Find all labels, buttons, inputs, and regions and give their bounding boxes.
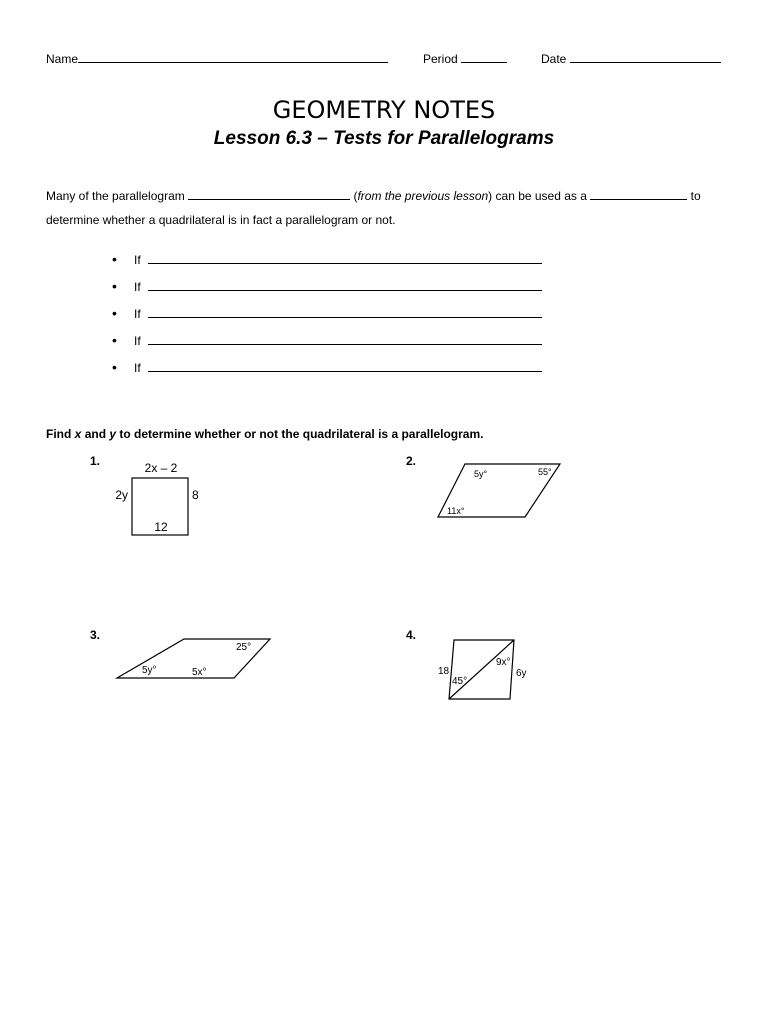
angle-label-bottom-left: 5y° bbox=[142, 665, 157, 676]
label-bottom: 12 bbox=[154, 520, 168, 534]
instruction-var-y: y bbox=[109, 427, 117, 441]
bullet-dot-icon: • bbox=[112, 332, 117, 348]
page-title: GEOMETRY NOTES bbox=[272, 96, 496, 124]
bullet-blank[interactable] bbox=[148, 277, 542, 291]
intro-line-1 bbox=[46, 186, 701, 203]
intro-text-1: Many of the parallelogram bbox=[46, 189, 185, 203]
bullet-item bbox=[112, 331, 542, 347]
label-left: 2y bbox=[115, 488, 128, 502]
bullet-label: If bbox=[134, 253, 141, 267]
bullet-label: If bbox=[134, 334, 141, 348]
problem-number: 4. bbox=[406, 628, 417, 642]
bullet-dot-icon: • bbox=[112, 359, 117, 375]
name-field bbox=[46, 49, 388, 66]
problem-number: 3. bbox=[90, 628, 101, 642]
angle-label-bottom-mid: 5x° bbox=[192, 667, 207, 678]
instruction-part: to determine whether or not the quadrilateral is a parallelogram. bbox=[116, 427, 484, 441]
bullet-item bbox=[112, 358, 542, 374]
intro-italic: from the previous lesson bbox=[357, 189, 489, 203]
angle-label-top: 9x° bbox=[496, 657, 511, 668]
bullet-label: If bbox=[134, 361, 141, 375]
problem-2-figure bbox=[430, 455, 570, 525]
intro-text-2: can be used as a bbox=[495, 189, 587, 203]
angle-label-top-right: 55° bbox=[538, 467, 552, 477]
bullet-blank[interactable] bbox=[148, 358, 542, 372]
date-label: Date bbox=[541, 52, 567, 66]
problem-number: 2. bbox=[406, 454, 417, 468]
instruction-part: and bbox=[81, 427, 110, 441]
diagonal-line bbox=[449, 640, 514, 699]
bullet-label: If bbox=[134, 307, 141, 321]
date-field bbox=[541, 49, 721, 66]
period-blank[interactable] bbox=[461, 49, 507, 63]
angle-label-top-right: 25° bbox=[236, 642, 252, 653]
bullet-item bbox=[112, 277, 542, 293]
lesson-subtitle: Lesson 6.3 – Tests for Parallelograms bbox=[213, 128, 555, 149]
intro-blank-1[interactable] bbox=[188, 186, 350, 200]
instruction-var-x: x bbox=[74, 427, 82, 441]
period-field bbox=[423, 49, 507, 66]
intro-paren-open: ( bbox=[353, 189, 358, 203]
label-top: 2x – 2 bbox=[144, 461, 178, 475]
bullet-label: If bbox=[134, 280, 141, 294]
angle-label-bottom-left: 11x° bbox=[447, 506, 465, 516]
instruction-text bbox=[46, 427, 483, 441]
bullet-blank[interactable] bbox=[148, 331, 542, 345]
intro-blank-2[interactable] bbox=[590, 186, 687, 200]
bullet-item bbox=[112, 250, 542, 266]
intro-paren-close: ) bbox=[488, 189, 493, 203]
date-blank[interactable] bbox=[570, 49, 721, 63]
problem-1-figure bbox=[100, 455, 240, 540]
bullet-item bbox=[112, 304, 542, 320]
intro-line-2: determine whether a quadrilateral is in fact a parallelogram or not. bbox=[46, 213, 396, 227]
bullet-dot-icon: • bbox=[112, 305, 117, 321]
bullet-blank[interactable] bbox=[148, 250, 542, 264]
bullet-blank[interactable] bbox=[148, 304, 542, 318]
problem-number: 1. bbox=[90, 454, 101, 468]
angle-label-bottom: 45° bbox=[452, 676, 468, 687]
bullet-dot-icon: • bbox=[112, 251, 117, 267]
problem-4-figure bbox=[430, 632, 540, 707]
period-label: Period bbox=[423, 52, 458, 66]
side-label-right: 6y bbox=[516, 668, 527, 679]
problem-3-figure bbox=[110, 630, 280, 685]
angle-label-top-left: 5y° bbox=[474, 469, 488, 479]
side-label-left: 18 bbox=[438, 666, 450, 677]
instruction-part: Find bbox=[46, 427, 75, 441]
intro-text-3: to bbox=[690, 189, 701, 203]
label-right: 8 bbox=[192, 488, 199, 502]
bullet-dot-icon: • bbox=[112, 278, 117, 294]
name-blank[interactable] bbox=[78, 49, 388, 63]
name-label: Name bbox=[46, 52, 79, 66]
